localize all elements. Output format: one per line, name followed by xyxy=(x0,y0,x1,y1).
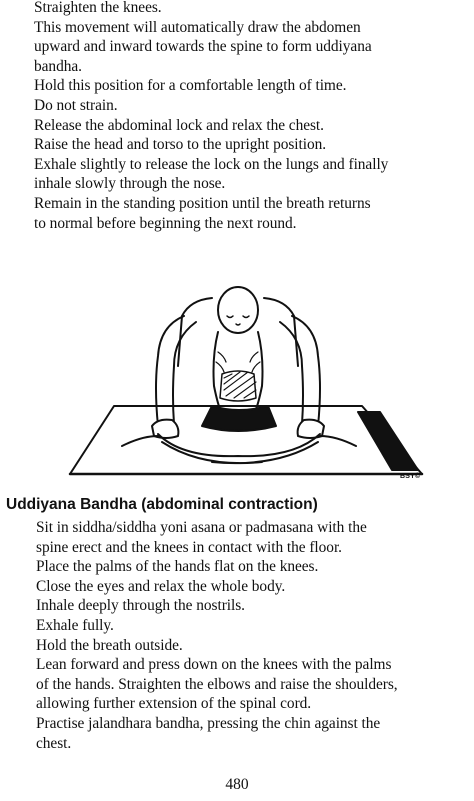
text-line: Raise the head and torso to the upright position. xyxy=(34,136,327,154)
text-line: Practise jalandhara bandha, pressing the chin against the xyxy=(36,714,381,732)
text-line: Straighten the knees. xyxy=(34,0,162,16)
text-line: Close the eyes and relax the whole body. xyxy=(36,577,286,595)
text-line: This movement will automatically draw the abdomen xyxy=(34,18,361,36)
text-line: of the hands. Straighten the elbows and raise the shoulders, xyxy=(36,675,398,693)
text-line: Exhale slightly to release the lock on the lungs and finally xyxy=(34,155,389,173)
text-line: chest. xyxy=(36,734,72,752)
shorts xyxy=(202,406,276,431)
text-line: Hold the breath outside. xyxy=(36,636,183,654)
text-line: inhale slowly through the nose. xyxy=(34,175,226,193)
text-line: Remain in the standing position until the breath returns xyxy=(34,194,371,212)
head xyxy=(218,287,258,333)
text-line: Release the abdominal lock and relax the chest. xyxy=(34,116,324,134)
uddiyana-bandha-illustration xyxy=(62,286,432,486)
text-line: Place the palms of the hands flat on the knees. xyxy=(36,558,319,576)
section-heading: Uddiyana Bandha (abdominal contraction) xyxy=(6,496,318,513)
text-line: Hold this position for a comfortable length of time. xyxy=(34,77,347,95)
text-line: upward and inward towards the spine to form uddiyana xyxy=(34,38,372,56)
text-line: spine erect and the knees in contact with the floor. xyxy=(36,538,342,556)
text-line: Lean forward and press down on the knees with the palms xyxy=(36,656,392,674)
illustration-credit: BSY© xyxy=(400,473,421,480)
text-line: allowing further extension of the spinal cord. xyxy=(36,695,312,713)
uddiyana-bandha-instructions xyxy=(36,518,466,753)
text-line: Sit in siddha/siddha yoni asana or padmasana with the xyxy=(36,519,367,536)
text-line: Inhale deeply through the nostrils. xyxy=(36,597,245,615)
text-line: Do not strain. xyxy=(34,96,118,114)
page-number: 480 xyxy=(225,776,249,793)
text-line: Exhale fully. xyxy=(36,616,114,634)
text-line: to normal before beginning the next round. xyxy=(34,214,297,232)
instruction-continuation xyxy=(34,0,464,233)
text-line: bandha. xyxy=(34,57,82,75)
